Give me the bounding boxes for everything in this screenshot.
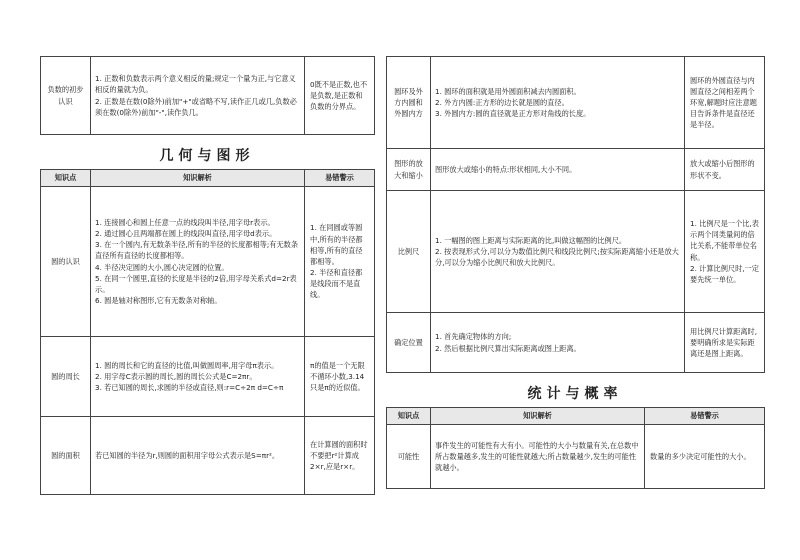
header-topic: 知识点 [41, 170, 91, 187]
table-row [41, 187, 375, 337]
table-row [387, 57, 765, 149]
table-row [387, 425, 765, 489]
header-warning: 易错警示 [305, 170, 375, 187]
analysis-line: 3. 外圆内方:圆的直径就是正方形对角线的长度。 [435, 109, 591, 119]
warning-cell [305, 417, 375, 495]
header-topic: 知识点 [387, 408, 431, 425]
analysis-line: 图形放大或缩小的特点:形状相同,大小不同。 [435, 164, 577, 174]
table-row [41, 417, 375, 495]
analysis-cell [91, 187, 305, 337]
table-row [41, 337, 375, 417]
geometry-table [40, 169, 375, 495]
header-warning: 易错警示 [645, 408, 765, 425]
topic-cell: 负数的初步认识 [41, 57, 91, 135]
warning-cell [305, 337, 375, 417]
table-header-row [41, 170, 375, 187]
warning-cell: 0既不是正数,也不是负数,是正数和负数的分界点。 [305, 57, 375, 135]
analysis-line: 1. 一幅图的图上距离与实际距离的比,叫做这幅图的比例尺。 [435, 235, 627, 245]
topic-cell: 圆的周长 [41, 337, 91, 417]
topic-cell: 圆的认识 [41, 187, 91, 337]
analysis-cell [431, 149, 685, 191]
topic-cell: 确定位置 [387, 313, 431, 373]
analysis-line: 2. 然后根据比例尺算出实际距离或图上距离。 [435, 343, 581, 353]
topic-cell: 可能性 [387, 425, 431, 489]
analysis-cell [431, 313, 685, 373]
analysis-line: 若已知圆的半径为r,则圆的面积用字母公式表示是S=πr²。 [95, 450, 280, 460]
header-analysis: 知识解析 [91, 170, 305, 187]
analysis-cell [91, 417, 305, 495]
topic-cell: 圆的面积 [41, 417, 91, 495]
analysis-line: 2. 按表现形式分,可以分为数值比例尺和线段比例尺;按实际距离缩小还是放大分,可以分为缩小比例尺和放大比例尺。 [435, 246, 679, 268]
warning-cell: 圆环的外圆直径与内圆直径之间相差两个环宽,解题时应注意题目告诉条件是直径还是半径。 [685, 57, 765, 149]
warning-cell: 放大或缩小后图形的形状不变。 [685, 149, 765, 191]
warning-cell: 数量的多少决定可能性的大小。 [645, 425, 765, 489]
table-row [387, 149, 765, 191]
analysis-line: 1. 连接圆心和圆上任意一点的线段叫半径,用字母r表示。 [95, 217, 275, 227]
analysis-line: 3. 若已知圆的周长,求圆的半径或直径,则:r=C÷2π d=C÷π [95, 383, 284, 393]
warning-line: 在计算圆的面积时不要把r²计算成2×r,应是r×r。 [310, 439, 368, 472]
analysis-cell [91, 57, 305, 135]
section-title-geometry: 几何与图形 [159, 148, 255, 164]
table-row [387, 191, 765, 313]
analysis-line: 2. 用字母C表示圆的周长,圆的周长公式是C=2πr。 [95, 371, 257, 381]
table-row [387, 313, 765, 373]
topic-cell: 图形的放大和缩小 [387, 149, 431, 191]
analysis-line: 4. 半径决定圆的大小,圆心决定圆的位置。 [95, 262, 229, 272]
analysis-line: 5. 在同一个圆里,直径的长度是半径的2倍,用字母关系式d=2r表示。 [95, 273, 297, 294]
warning-cell [305, 187, 375, 337]
analysis-line: 1. 圆环的面积就是用外圆面积减去内圆面积。 [435, 86, 581, 96]
analysis-line: 2. 正数是在数(0除外)前加"+"或省略不写,读作正几或几,负数必须在数(0除外)前加"-",读作负几。 [95, 96, 297, 117]
analysis-line: 1. 首先确定物体的方向; [435, 332, 512, 342]
analysis-cell [91, 337, 305, 417]
warning-line: 2. 计算比例尺时,一定要先统一单位。 [690, 263, 759, 284]
warning-line: π的值是一个无限不循环小数,3.14只是π的近似值。 [310, 360, 365, 393]
analysis-line: 2. 外方内圆:正方形的边长就是圆的直径。 [435, 97, 569, 107]
analysis-cell [431, 191, 685, 313]
table-header-row [387, 408, 765, 425]
right-column [386, 56, 764, 489]
analysis-line: 3. 在一个圆内,有无数条半径,所有的半径的长度都相等;有无数条直径所有直径的长度都相等。 [95, 240, 299, 261]
warning-line: 1. 在同圆或等圆中,所有的半径都相等,所有的直径都相等。 [310, 223, 363, 266]
analysis-line: 2. 通过圆心且两端都在圆上的线段叫直径,用字母d表示。 [95, 229, 277, 239]
warning-cell: 用比例尺计算距离时,要明确所求是实际距离还是图上距离。 [685, 313, 765, 373]
statistics-table [386, 407, 765, 489]
table-row [41, 57, 375, 135]
analysis-line: 6. 圆是轴对称图形,它有无数条对称轴。 [95, 295, 222, 305]
analysis-line: 1. 正数和负数表示两个意义相反的量;规定一个量为正,与它意义相反的量就为负。 [95, 74, 296, 95]
warning-line: 2. 半径和直径都是线段而不是直线。 [310, 268, 363, 300]
header-analysis: 知识解析 [431, 408, 645, 425]
analysis-cell [431, 57, 685, 149]
warning-line: 1. 比例尺是一个比,表示两个同类量间的倍比关系,不能带单位名称。 [690, 219, 759, 262]
analysis-line: 1. 圆的周长和它的直径的比值,叫做圆周率,用字母π表示。 [95, 360, 279, 370]
topic-cell: 圆环及外方内圆和外圆内方 [387, 57, 431, 149]
geometry-continued-table [386, 56, 765, 373]
section-title-statistics: 统计与概率 [527, 386, 623, 402]
left-column [40, 56, 374, 495]
warning-cell [685, 191, 765, 313]
analysis-cell: 事件发生的可能性有大有小。可能性的大小与数量有关,在总数中所占数量越多,发生的可能性就越大;所占数量越少,发生的可能性就越小。 [431, 425, 645, 489]
topic-cell: 比例尺 [387, 191, 431, 313]
negative-number-table [40, 56, 375, 135]
